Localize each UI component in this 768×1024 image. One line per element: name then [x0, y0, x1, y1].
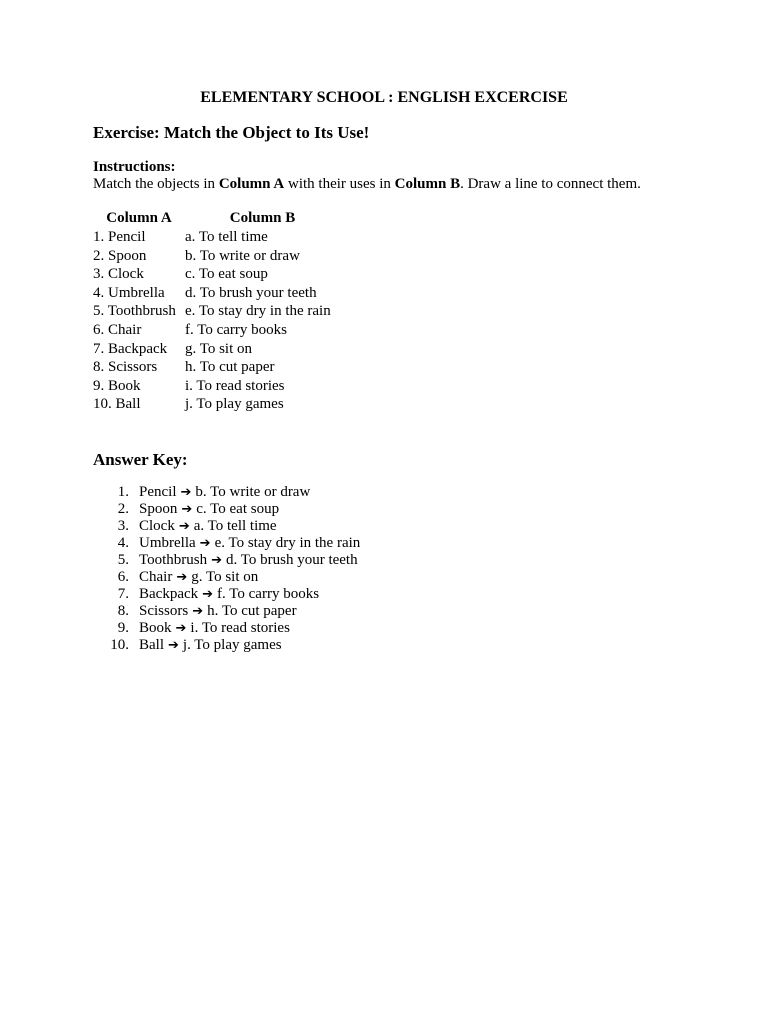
answer-use: h. To cut paper	[207, 603, 297, 619]
column-b-header: Column B	[229, 210, 296, 226]
list-item	[93, 501, 360, 518]
answer-object: Pencil	[139, 484, 177, 500]
column-a-cell: 9. Book	[93, 377, 141, 394]
answer-number: 1.	[117, 484, 129, 500]
answer-number: 10.	[110, 637, 129, 653]
list-item	[93, 552, 360, 569]
table-row	[93, 321, 340, 340]
column-a-header: Column A	[106, 210, 172, 226]
answer-use: c. To eat soup	[196, 501, 280, 517]
answer-use: i. To read stories	[190, 620, 290, 636]
instructions-label: Instructions:	[93, 159, 176, 175]
match-table-header-row	[93, 209, 340, 228]
column-b-cell: d. To brush your teeth	[185, 284, 317, 301]
column-b-cell: e. To stay dry in the rain	[185, 303, 331, 320]
table-row	[93, 228, 340, 247]
table-row	[93, 284, 340, 303]
list-item	[93, 518, 360, 535]
right-arrow-icon: ➔	[202, 587, 214, 602]
answer-number: 8.	[117, 603, 129, 619]
answer-number: 2.	[117, 501, 129, 517]
table-row	[93, 377, 340, 396]
answer-number: 3.	[117, 518, 129, 534]
right-arrow-icon: ➔	[168, 638, 179, 653]
column-a-cell: 2. Spoon	[93, 247, 147, 264]
instructions-part3: . Draw a line to connect them.	[460, 176, 641, 192]
list-item	[93, 535, 360, 552]
right-arrow-icon: ➔	[180, 485, 192, 500]
list-item	[93, 603, 360, 620]
match-table	[93, 209, 340, 414]
answer-use: f. To carry books	[217, 586, 320, 602]
exercise-heading: Exercise: Match the Object to Its Use!	[93, 123, 370, 142]
table-row	[93, 265, 340, 284]
answer-object: Spoon	[139, 501, 178, 517]
answer-number: 7.	[117, 586, 129, 602]
list-item	[93, 637, 360, 654]
column-a-cell: 1. Pencil	[93, 229, 146, 245]
list-item	[93, 569, 360, 586]
instructions-part2: with their uses in	[284, 176, 395, 192]
table-row	[93, 395, 340, 414]
answer-number: 6.	[117, 569, 129, 585]
column-b-cell: g. To sit on	[185, 340, 253, 357]
right-arrow-icon: ➔	[192, 604, 204, 619]
answer-number: 9.	[117, 620, 129, 636]
answer-object: Book	[139, 620, 172, 636]
right-arrow-icon: ➔	[211, 553, 223, 568]
table-row	[93, 340, 340, 359]
answer-number: 5.	[117, 552, 129, 568]
column-a-cell: 5. Toothbrush	[93, 303, 176, 320]
answer-object: Backpack	[139, 586, 199, 602]
list-item	[93, 586, 360, 603]
table-row	[93, 247, 340, 266]
answer-use: a. To tell time	[193, 518, 277, 534]
right-arrow-icon: ➔	[175, 621, 187, 636]
right-arrow-icon: ➔	[199, 536, 211, 551]
answer-use: d. To brush your teeth	[226, 552, 358, 568]
answer-use: b. To write or draw	[195, 484, 311, 500]
column-b-cell: j. To play games	[185, 396, 284, 413]
column-b-cell: b. To write or draw	[185, 247, 300, 264]
answer-use: e. To stay dry in the rain	[214, 535, 361, 551]
right-arrow-icon: ➔	[181, 502, 193, 517]
table-row	[93, 358, 340, 377]
answer-object: Chair	[139, 569, 173, 585]
column-b-cell: h. To cut paper	[185, 359, 275, 376]
column-b-cell: f. To carry books	[185, 321, 287, 338]
column-b-cell: a. To tell time	[185, 229, 268, 245]
instructions-column-a: Column A	[218, 176, 285, 192]
answer-object: Toothbrush	[139, 552, 208, 568]
answer-key-heading: Answer Key:	[93, 450, 188, 469]
list-item	[93, 484, 360, 501]
answer-object: Ball	[139, 637, 164, 653]
column-a-cell: 10. Ball	[93, 396, 141, 413]
instructions-text	[93, 175, 641, 193]
answer-use: g. To sit on	[191, 569, 259, 585]
column-b-cell: c. To eat soup	[185, 266, 268, 283]
column-b-cell: i. To read stories	[185, 377, 285, 394]
answer-key-list	[93, 484, 360, 654]
column-a-cell: 4. Umbrella	[93, 284, 165, 301]
right-arrow-icon: ➔	[178, 519, 190, 534]
answer-use: j. To play games	[182, 637, 282, 653]
column-a-cell: 3. Clock	[93, 266, 144, 283]
column-a-cell: 7. Backpack	[93, 340, 168, 357]
answer-number: 4.	[117, 535, 129, 551]
instructions-column-b: Column B	[394, 176, 461, 192]
answer-object: Clock	[139, 518, 175, 534]
right-arrow-icon: ➔	[176, 570, 188, 585]
column-a-cell: 8. Scissors	[93, 359, 158, 376]
list-item	[93, 620, 360, 637]
answer-object: Umbrella	[139, 535, 196, 551]
instructions-part1: Match the objects in	[93, 176, 219, 192]
column-a-cell: 6. Chair	[93, 321, 142, 338]
table-row	[93, 302, 340, 321]
document-title: ELEMENTARY SCHOOL : ENGLISH EXCERCISE	[200, 89, 568, 106]
answer-object: Scissors	[139, 603, 189, 619]
